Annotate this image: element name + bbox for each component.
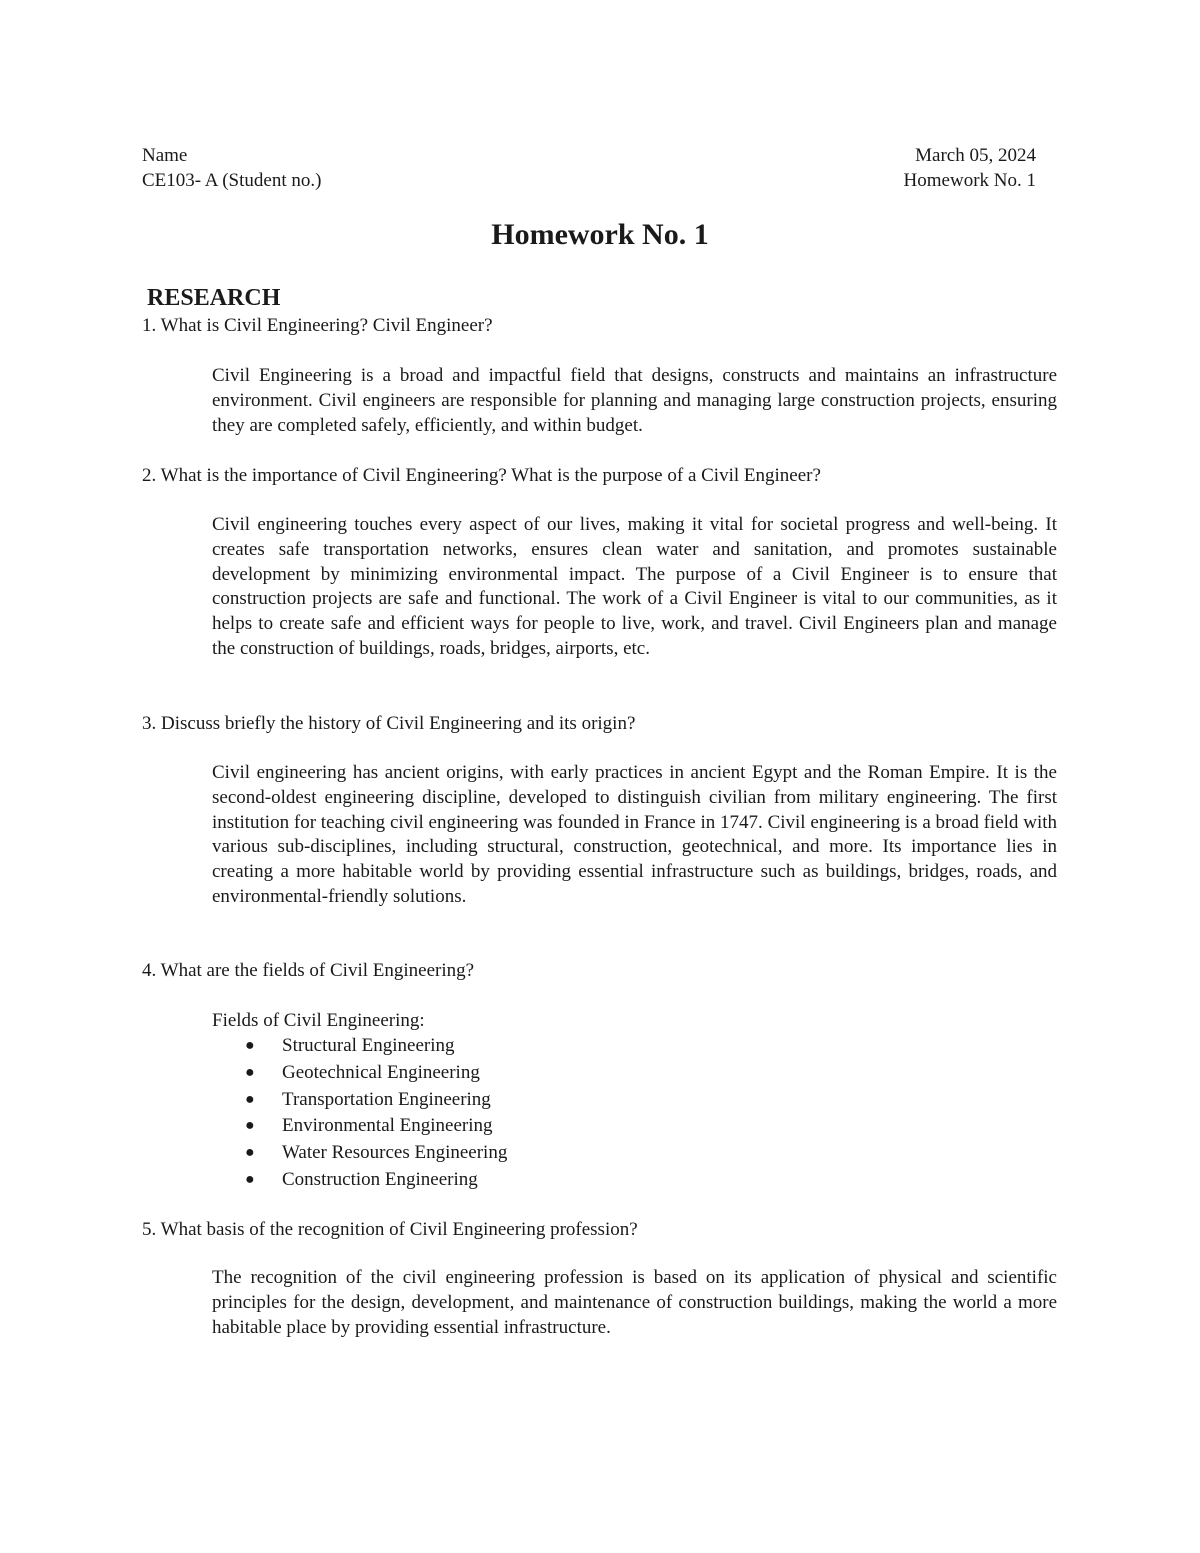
answer-2: Civil engineering touches every aspect of our lives, making it vital for societal progress and well-being. It creates safe transportation networks, ensures clean water and sanitation, and promotes sustainable development by minimizing environmental impact. The purpose of a Civil Engineer is to ensure that construction projects are safe and functional. The work of a Civil Engineer is vital to our communities, as it helps to create safe and efficient ways for people to live, work, and travel. Civil Engineers plan and manage the construction of buildings, roads, bridges, airports, etc. [212, 514, 1057, 659]
question-4: 4. What are the fields of Civil Engineering? [142, 960, 475, 981]
answer-5: The recognition of the civil engineering profession is based on its application of physical and scientific principles for the design, development, and maintenance of construction buildings, making the world a more habitable place by providing essential infrastructure. [212, 1267, 1057, 1338]
page-title: Homework No. 1 [491, 218, 709, 251]
list-item: ● Construction Engineering [212, 1167, 507, 1194]
bullet-icon: ● [245, 1170, 255, 1188]
question-5: 5. What basis of the recognition of Civil Engineering profession? [142, 1219, 638, 1240]
list-item: ● Environmental Engineering [212, 1113, 507, 1140]
question-3: 3. Discuss briefly the history of Civil Engineering and its origin? [142, 713, 636, 734]
bullet-icon: ● [245, 1037, 255, 1054]
question-1: 1. What is Civil Engineering? Civil Engineer? [142, 315, 493, 336]
bullet-icon: ● [245, 1117, 255, 1135]
header-right [904, 143, 1036, 193]
answer-3: Civil engineering has ancient origins, with early practices in ancient Egypt and the Roman Empire. It is the second-oldest engineering discipline, developed to distinguish civilian from military engineering. The first institution for teaching civil engineering was founded in France in 1747. Civil engineering is a broad field with various sub-disciplines, including structural, construction, geotechnical, and more. Its importance lies in creating a more habitable world by providing essential infrastructure such as buildings, bridges, roads, and environmental-friendly solutions. [212, 762, 1057, 907]
bullet-icon: ● [245, 1090, 255, 1108]
list-item: ● Transportation Engineering [212, 1087, 507, 1114]
course-section: CE103- A (Student no.) [142, 170, 322, 191]
student-name: Name [142, 145, 188, 166]
bullet-icon: ● [245, 1144, 255, 1162]
answer-1: Civil Engineering is a broad and impactful field that designs, constructs and maintains an infrastructure environment. Civil engineers are responsible for planning and managing large construction projects, ensuring they are completed safely, efficiently, and within budget. [212, 365, 1057, 436]
fields-intro: Fields of Civil Engineering: [212, 1010, 425, 1031]
question-2: 2. What is the importance of Civil Engineering? What is the purpose of a Civil Engineer? [142, 465, 821, 486]
homework-label: Homework No. 1 [903, 170, 1036, 191]
date: March 05, 2024 [915, 145, 1036, 166]
list-item: ● Water Resources Engineering [212, 1140, 507, 1167]
list-item: ● Geotechnical Engineering [212, 1060, 507, 1087]
list-item: ● Structural Engineering [212, 1033, 507, 1060]
section-heading: RESEARCH [147, 285, 281, 311]
bullet-icon: ● [245, 1063, 255, 1081]
header-left [142, 143, 321, 193]
fields-list [212, 1033, 507, 1194]
